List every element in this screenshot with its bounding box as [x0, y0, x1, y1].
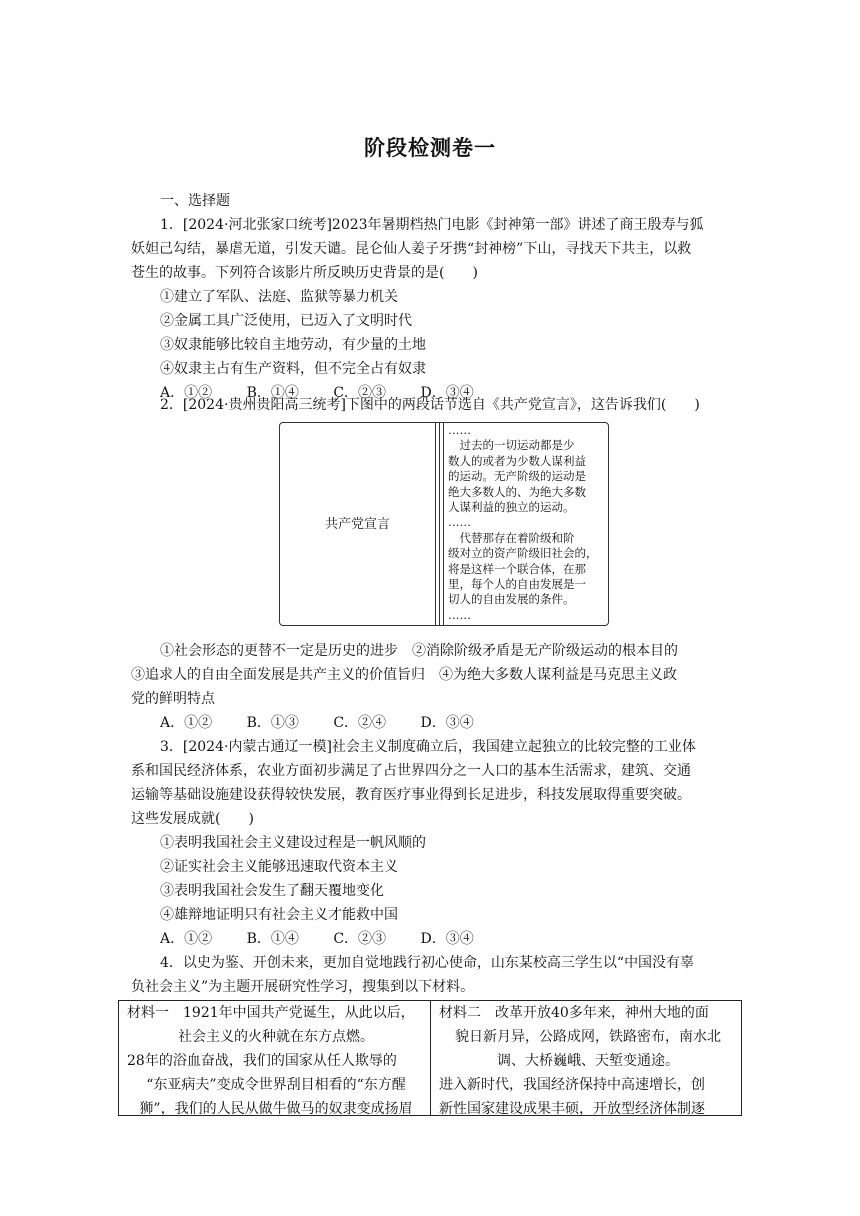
- material-line: 28年的浴血奋战，我们的国家从任人欺辱的: [127, 1053, 397, 1069]
- figure-spine: [439, 423, 444, 625]
- option-b[interactable]: B．①④: [246, 385, 299, 401]
- option-c[interactable]: C．②③: [333, 931, 387, 947]
- q3-stem-line: 3．[2024·内蒙古通辽一模]社会主义制度确立后，我国建立起独立的比较完整的工业体: [160, 739, 696, 755]
- figure-line: 的运动。无产阶级的运动是: [448, 469, 586, 484]
- material-divider: [430, 1001, 431, 1115]
- section-heading: 一、选择题: [160, 193, 230, 209]
- figure-line: 数人的或者为少数人谋利益: [448, 453, 586, 468]
- figure-line: ……: [448, 423, 471, 437]
- q2-statements: ①社会形态的更替不一定是历史的进步 ②消除阶级矛盾是无产阶级运动的根本目的: [160, 643, 678, 659]
- q3-item: ③表明我国社会发生了翻天覆地变化: [160, 883, 384, 899]
- figure-line: 代替那存在着阶级和阶: [448, 530, 575, 545]
- figure-line: 里，每个人的自由发展是一: [448, 577, 586, 592]
- q2-stem: 2．[2024·贵州贵阳高三统考]下图中的两段话节选自《共产党宣言》，这告诉我们( ): [160, 397, 700, 413]
- option-d[interactable]: D．③④: [420, 385, 474, 401]
- material-line: 调、大桥巍峨、天堑变通途。: [497, 1053, 679, 1069]
- q3-stem-line: 系和国民经济体系，农业方面初步满足了占世界四分之一人口的基本生活需求，建筑、交通: [131, 763, 691, 779]
- material-line: 狮”，我们的人民从做牛做马的奴隶变成扬眉: [139, 1101, 413, 1117]
- figure-line: ……: [448, 607, 471, 622]
- q1-stem-line: 苍生的故事。下列符合该影片所反映历史背景的是( ): [131, 265, 478, 281]
- q2-statements: ③追求人的自由全面发展是共产主义的价值旨归 ④为绝大多数人谋利益是马克思主义政: [131, 667, 677, 683]
- option-a[interactable]: A．①②: [160, 385, 213, 401]
- material-line: 材料一 1921年中国共产党诞生，从此以后，: [127, 1005, 415, 1021]
- q1-stem-line: 1．[2024·河北张家口统考]2023年暑期档热门电影《封神第一部》讲述了商王殷寿与狐: [160, 217, 704, 233]
- figure-line: 切人的自由发展的条件。: [448, 592, 575, 607]
- option-a[interactable]: A．①②: [160, 715, 213, 731]
- option-a[interactable]: A．①②: [160, 931, 213, 947]
- page-title: 阶段检测卷一: [364, 135, 496, 160]
- figure-line: ……: [448, 515, 471, 530]
- material-one: [127, 1001, 425, 1115]
- material-line: 材料二 改革开放40多年来，神州大地的面: [439, 1005, 709, 1021]
- q1-item: ③奴隶能够比较自主地劳动，有少量的土地: [160, 337, 426, 353]
- option-b[interactable]: B．①④: [246, 931, 299, 947]
- material-line: 貌日新月异，公路成网，铁路密布，南水北: [455, 1029, 721, 1045]
- q1-item: ①建立了军队、法庭、监狱等暴力机关: [160, 289, 398, 305]
- q4-stem-line: 4．以史为鉴、开创未来，更加自觉地践行初心使命，山东某校高三学生以“中国没有辜: [160, 955, 695, 971]
- option-c[interactable]: C．②④: [333, 715, 387, 731]
- q1-item: ②金属工具广泛使用，已迈入了文明时代: [160, 313, 412, 329]
- q2-options: [160, 712, 504, 732]
- figure-line: 人谋利益的独立的运动。: [448, 500, 575, 515]
- q3-item: ②证实社会主义能够迅速取代资本主义: [160, 859, 398, 875]
- figure-line: 级对立的资产阶级旧社会的，: [448, 546, 598, 561]
- figure-cover: [280, 423, 436, 625]
- q3-options: [160, 928, 504, 948]
- option-b[interactable]: B．①③: [246, 715, 299, 731]
- material-table: [118, 1000, 742, 1116]
- q2-statements: 党的鲜明特点: [131, 691, 215, 707]
- option-d[interactable]: D．③④: [420, 931, 474, 947]
- option-d[interactable]: D．③④: [420, 715, 474, 731]
- material-line: “东亚病夫”变成令世界刮目相看的“东方醒: [146, 1077, 406, 1093]
- q1-item: ④奴隶主占有生产资料，但不完全占有奴隶: [160, 361, 426, 377]
- figure-label: 共产党宣言: [324, 517, 390, 532]
- q3-stem-line: 这些发展成就( ): [131, 811, 254, 827]
- q1-stem-line: 妖妲己勾结，暴虐无道，引发天谴。昆仑仙人姜子牙携“封神榜”下山，寻找天下共主，以救: [131, 241, 692, 257]
- q3-item: ①表明我国社会主义建设过程是一帆风顺的: [160, 835, 426, 851]
- figure-line: 将是这样一个联合体，在那: [448, 561, 586, 576]
- q3-item: ④雄辩地证明只有社会主义才能救中国: [160, 907, 398, 923]
- figure-line: 过去的一切运动都是少: [448, 438, 575, 453]
- q3-stem-line: 运输等基础设施建设获得较快发展，教育医疗事业得到长足进步，科技发展取得重要突破。: [131, 787, 691, 803]
- figure-line: 绝大多数人的、为绝大多数: [448, 484, 586, 499]
- material-two: [439, 1001, 737, 1115]
- q4-stem-line: 负社会主义”为主题开展研究性学习，搜集到以下材料。: [131, 979, 475, 995]
- manifesto-figure: [279, 422, 609, 626]
- material-line: 进入新时代，我国经济保持中高速增长，创: [439, 1077, 705, 1093]
- figure-text: [448, 423, 606, 623]
- material-line: 社会主义的火种就在东方点燃。: [178, 1029, 374, 1045]
- option-c[interactable]: C．②③: [333, 385, 387, 401]
- material-line: 新性国家建设成果丰硕，开放型经济体制逐: [439, 1101, 705, 1117]
